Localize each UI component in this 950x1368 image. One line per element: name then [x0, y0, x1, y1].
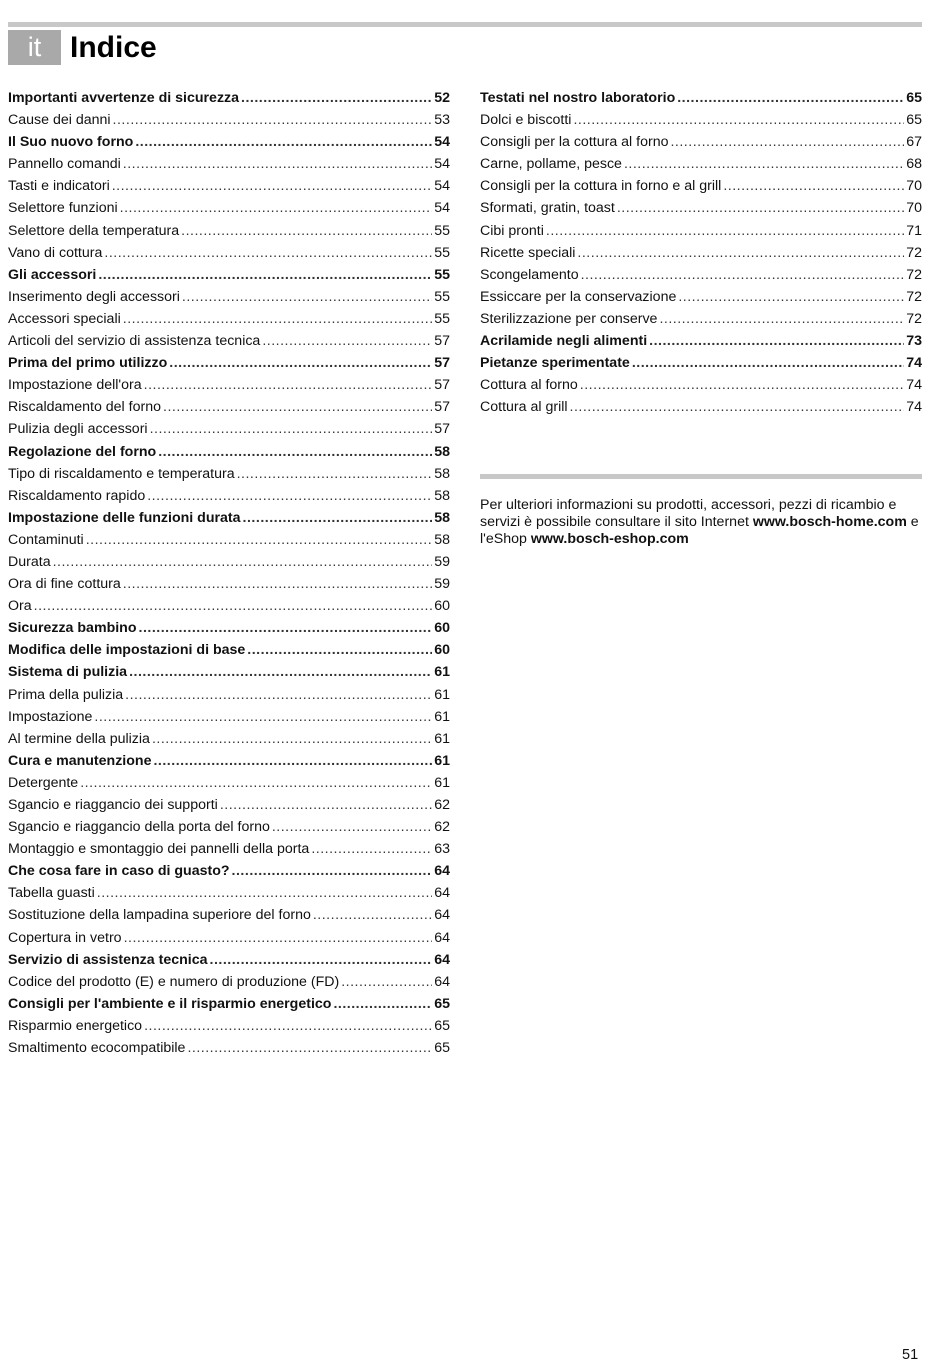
- toc-dot-leader: [570, 396, 905, 418]
- toc-entry-title: Sgancio e riaggancio della porta del forno: [8, 819, 270, 836]
- toc-entry-title: Pietanze sperimentate: [480, 355, 630, 372]
- toc-entry-page: 58: [434, 465, 450, 482]
- toc-entry-title: Articoli del servizio di assistenza tecnica: [8, 333, 261, 350]
- toc-section-entry[interactable]: [8, 131, 450, 153]
- toc-subsection-entry[interactable]: [8, 308, 450, 330]
- toc-subsection-entry[interactable]: [8, 706, 450, 728]
- toc-entry-page: 65: [434, 1040, 450, 1057]
- toc-dot-leader: [243, 507, 433, 529]
- toc-entry-page: 54: [434, 156, 450, 173]
- toc-dot-leader: [113, 109, 433, 131]
- toc-entry-page: 74: [906, 377, 922, 394]
- toc-entry-page: 64: [434, 907, 450, 924]
- toc-dot-leader: [182, 286, 432, 308]
- toc-entry-title: Al termine della pulizia: [8, 730, 150, 747]
- toc-subsection-entry[interactable]: [8, 220, 450, 242]
- toc-entry-title: Selettore funzioni: [8, 200, 118, 217]
- toc-subsection-entry[interactable]: [8, 529, 450, 551]
- toc-subsection-entry[interactable]: [8, 816, 450, 838]
- toc-entry-title: Risparmio energetico: [8, 1017, 143, 1034]
- toc-entry-title: Riscaldamento del forno: [8, 399, 161, 416]
- toc-subsection-entry[interactable]: [480, 308, 922, 330]
- toc-entry-page: 54: [434, 178, 450, 195]
- toc-subsection-entry[interactable]: [8, 551, 450, 573]
- toc-entry-title: Sgancio e riaggancio dei supporti: [8, 797, 218, 813]
- toc-entry-title: Codice del prodotto (E) e numero di produzione (FD): [8, 973, 340, 990]
- toc-subsection-entry[interactable]: [480, 242, 922, 264]
- toc-entry-title: Consigli per l'ambiente e il risparmio energetico: [8, 995, 332, 1012]
- toc-entry-title: Cause dei danni: [8, 112, 111, 129]
- toc-dot-leader: [144, 374, 433, 396]
- toc-entry-page: 58: [434, 443, 450, 460]
- toc-subsection-entry[interactable]: [8, 595, 450, 617]
- toc-entry-page: 73: [906, 333, 922, 350]
- toc-dot-leader: [123, 308, 432, 330]
- toc-entry-title: Impostazione delle funzioni durata: [8, 509, 241, 526]
- toc-subsection-entry[interactable]: [480, 197, 922, 219]
- toc-subsection-entry[interactable]: [8, 485, 450, 507]
- toc-entry-page: 65: [906, 90, 922, 106]
- toc-subsection-entry[interactable]: [480, 153, 922, 175]
- toc-entry-title: Riscaldamento rapido: [8, 487, 146, 504]
- toc-entry-title: Ricette speciali: [480, 244, 576, 261]
- toc-entry-title: Inserimento degli accessori: [8, 288, 180, 305]
- toc-subsection-entry[interactable]: [480, 175, 922, 197]
- toc-section-entry[interactable]: [8, 264, 450, 286]
- toc-dot-leader: [181, 220, 432, 242]
- toc-entry-title: Modifica delle impostazioni di base: [8, 642, 246, 659]
- toc-entry-page: 55: [434, 310, 450, 327]
- toc-entry-page: 64: [434, 929, 450, 946]
- toc-entry-page: 58: [434, 509, 450, 526]
- toc-subsection-entry[interactable]: [8, 728, 450, 750]
- toc-entry-page: 57: [434, 421, 450, 438]
- toc-entry-page: 53: [434, 112, 450, 129]
- page-number: 51: [902, 1347, 919, 1363]
- toc-subsection-entry[interactable]: [8, 573, 450, 595]
- toc-dot-leader: [241, 87, 432, 109]
- toc-entry-title: Scongelamento: [480, 266, 579, 283]
- toc-entry-title: Che cosa fare in caso di guasto?: [8, 863, 230, 880]
- toc-subsection-entry[interactable]: [480, 286, 922, 308]
- toc-dot-leader: [247, 639, 432, 661]
- toc-dot-leader: [147, 485, 432, 507]
- toc-entry-title: Montaggio e smontaggio dei pannelli della porta: [8, 841, 310, 858]
- toc-dot-leader: [53, 551, 433, 573]
- toc-entry-page: 64: [434, 973, 450, 990]
- toc-entry-page: 59: [434, 553, 450, 570]
- toc-entry-page: 72: [906, 244, 922, 261]
- toc-subsection-entry[interactable]: [480, 396, 922, 418]
- info-text-1: Per ulteriori informazioni su prodotti, accessori, pezzi di ricambio e servizi è possibile consultare il sito Internet: [480, 497, 897, 530]
- toc-subsection-entry[interactable]: [8, 197, 450, 219]
- toc-dot-leader: [129, 661, 432, 683]
- toc-subsection-entry[interactable]: [8, 1037, 450, 1059]
- toc-section-entry[interactable]: [8, 352, 450, 374]
- toc-section-entry[interactable]: [8, 617, 450, 639]
- toc-dot-leader: [272, 816, 432, 838]
- page-title: Indice: [70, 31, 157, 64]
- toc-entry-title: Consigli per la cottura in forno e al grill: [480, 178, 722, 195]
- toc-section-entry[interactable]: [8, 661, 450, 683]
- toc-entry-title: Prima del primo utilizzo: [8, 355, 168, 372]
- toc-entry-title: Cottura al grill: [480, 399, 568, 416]
- toc-dot-leader: [678, 286, 904, 308]
- toc-entry-title: Regolazione del forno: [8, 443, 157, 460]
- toc-dot-leader: [624, 153, 904, 175]
- toc-entry-title: Impostazione: [8, 708, 93, 725]
- toc-entry-title: Prima della pulizia: [8, 686, 124, 703]
- toc-entry-title: Dolci e biscotti: [480, 112, 572, 129]
- language-badge: it: [8, 30, 61, 65]
- toc-section-entry[interactable]: [8, 87, 450, 109]
- toc-entry-title: Gli accessori: [8, 266, 97, 283]
- toc-dot-leader: [104, 242, 432, 264]
- toc-section-entry[interactable]: [8, 639, 450, 661]
- toc-dot-leader: [581, 264, 905, 286]
- toc-entry-page: 61: [434, 774, 450, 791]
- toc-entry-page: 65: [906, 112, 922, 129]
- toc-dot-leader: [210, 949, 433, 971]
- toc-dot-leader: [98, 264, 432, 286]
- toc-entry-page: 72: [906, 288, 922, 305]
- toc-entry-page: 59: [434, 576, 450, 593]
- toc-entry-title: Consigli per la cottura al forno: [480, 134, 669, 151]
- toc-entry-title: Cibi pronti: [480, 222, 544, 239]
- toc-dot-leader: [80, 772, 432, 794]
- toc-dot-leader: [573, 109, 904, 131]
- toc-entry-title: Contaminuti: [8, 531, 84, 548]
- toc-entry-page: 58: [434, 531, 450, 548]
- toc-entry-page: 52: [434, 90, 450, 106]
- section-divider: [480, 474, 922, 479]
- toc-dot-leader: [649, 330, 904, 352]
- toc-dot-leader: [313, 904, 432, 926]
- toc-dot-leader: [144, 1015, 432, 1037]
- toc-subsection-entry[interactable]: [8, 463, 450, 485]
- toc-entry-title: Sostituzione della lampadina superiore del forno: [8, 907, 311, 924]
- toc-dot-leader: [123, 153, 432, 175]
- toc-entry-title: Ora di fine cottura: [8, 576, 121, 593]
- toc-entry-title: Carne, pollame, pesce: [480, 156, 622, 173]
- toc-entry-title: Tabella guasti: [8, 885, 95, 902]
- toc-dot-leader: [34, 595, 433, 617]
- toc-subsection-entry[interactable]: [480, 109, 922, 131]
- toc-entry-page: 72: [906, 310, 922, 327]
- toc-dot-leader: [94, 706, 432, 728]
- toc-section-entry[interactable]: [480, 330, 922, 352]
- toc-entry-title: Testati nel nostro laboratorio: [480, 90, 676, 106]
- toc-subsection-entry[interactable]: [8, 109, 450, 131]
- toc-dot-leader: [232, 860, 433, 882]
- toc-entry-page: 62: [434, 819, 450, 836]
- toc-entry-title: Smaltimento ecocompatibile: [8, 1040, 186, 1057]
- toc-entry-title: Sicurezza bambino: [8, 620, 137, 637]
- toc-entry-page: 55: [434, 222, 450, 239]
- toc-dot-leader: [97, 882, 432, 904]
- toc-subsection-entry[interactable]: [8, 396, 450, 418]
- toc-dot-leader: [723, 175, 904, 197]
- toc-dot-leader: [262, 330, 432, 352]
- toc-entry-title: Tasti e indicatori: [8, 178, 110, 195]
- toc-dot-leader: [152, 728, 432, 750]
- info-paragraph: [480, 497, 922, 548]
- toc-entry-page: 60: [434, 642, 450, 659]
- toc-dot-leader: [163, 396, 432, 418]
- toc-entry-title: Essiccare per la conservazione: [480, 288, 677, 305]
- toc-entry-title: Acrilamide negli alimenti: [480, 333, 648, 350]
- toc-entry-title: Pulizia degli accessori: [8, 421, 148, 438]
- toc-dot-leader: [220, 794, 432, 816]
- toc-subsection-entry[interactable]: [8, 374, 450, 396]
- toc-entry-page: 72: [906, 266, 922, 283]
- toc-entry-page: 61: [434, 752, 450, 769]
- toc-dot-leader: [120, 197, 433, 219]
- top-rule: [8, 22, 922, 27]
- toc-subsection-entry[interactable]: [8, 1015, 450, 1037]
- toc-entry-page: 74: [906, 355, 922, 372]
- toc-dot-leader: [632, 352, 904, 374]
- toc-subsection-entry[interactable]: [480, 220, 922, 242]
- toc-entry-page: 55: [434, 244, 450, 261]
- toc-subsection-entry[interactable]: [8, 418, 450, 440]
- website-link[interactable]: www.bosch-home.com: [752, 514, 907, 530]
- toc-entry-title: Selettore della temperatura: [8, 222, 180, 239]
- toc-entry-title: Copertura in vetro: [8, 929, 122, 946]
- toc-entry-page: 57: [434, 355, 450, 372]
- toc-dot-leader: [86, 529, 433, 551]
- toc-dot-leader: [333, 993, 432, 1015]
- toc-entry-page: 55: [434, 266, 450, 283]
- toc-dot-leader: [135, 131, 432, 153]
- toc-entry-page: 57: [434, 399, 450, 416]
- toc-entry-title: Sistema di pulizia: [8, 664, 128, 681]
- toc-left-column: [8, 87, 450, 1059]
- toc-dot-leader: [153, 750, 432, 772]
- toc-dot-leader: [158, 441, 432, 463]
- toc-entry-page: 57: [434, 377, 450, 394]
- toc-entry-page: 65: [434, 995, 450, 1012]
- toc-dot-leader: [125, 684, 432, 706]
- toc-entry-title: Durata: [8, 553, 51, 570]
- toc-entry-title: Cottura al forno: [480, 377, 578, 394]
- toc-dot-leader: [341, 971, 432, 993]
- toc-dot-leader: [311, 838, 432, 860]
- toc-entry-page: 64: [434, 885, 450, 902]
- toc-right-column: [480, 87, 922, 418]
- toc-dot-leader: [670, 131, 904, 153]
- toc-dot-leader: [659, 308, 904, 330]
- toc-dot-leader: [617, 197, 904, 219]
- toc-section-entry[interactable]: [480, 352, 922, 374]
- info-text-2: e l'eShop: [480, 514, 919, 547]
- toc-entry-page: 61: [434, 664, 450, 681]
- toc-entry-page: 74: [906, 399, 922, 416]
- toc-entry-page: 70: [906, 178, 922, 195]
- toc-entry-title: Sformati, gratin, toast: [480, 200, 615, 217]
- toc-dot-leader: [187, 1037, 432, 1059]
- toc-subsection-entry[interactable]: [8, 971, 450, 993]
- toc-entry-page: 62: [434, 797, 450, 813]
- toc-entry-title: Vano di cottura: [8, 244, 103, 261]
- toc-entry-page: 64: [434, 951, 450, 968]
- toc-subsection-entry[interactable]: [480, 131, 922, 153]
- toc-entry-title: Il Suo nuovo forno: [8, 134, 134, 151]
- toc-subsection-entry[interactable]: [8, 772, 450, 794]
- toc-entry-title: Sterilizzazione per conserve: [480, 310, 658, 327]
- toc-entry-page: 61: [434, 686, 450, 703]
- toc-entry-page: 60: [434, 598, 450, 615]
- toc-section-entry[interactable]: [8, 750, 450, 772]
- toc-dot-leader: [580, 374, 904, 396]
- toc-subsection-entry[interactable]: [8, 904, 450, 926]
- toc-subsection-entry[interactable]: [8, 794, 450, 816]
- toc-entry-page: 57: [434, 333, 450, 350]
- toc-dot-leader: [112, 175, 432, 197]
- toc-section-entry[interactable]: [480, 87, 922, 109]
- toc-entry-page: 60: [434, 620, 450, 637]
- toc-entry-page: 55: [434, 288, 450, 305]
- toc-entry-page: 68: [906, 156, 922, 173]
- toc-subsection-entry[interactable]: [8, 838, 450, 860]
- toc-entry-title: Importanti avvertenze di sicurezza: [8, 90, 240, 106]
- toc-section-entry[interactable]: [8, 441, 450, 463]
- toc-dot-leader: [169, 352, 432, 374]
- toc-entry-title: Detergente: [8, 774, 79, 791]
- toc-entry-title: Ora: [8, 598, 32, 615]
- toc-entry-page: 67: [906, 134, 922, 151]
- toc-entry-title: Pannello comandi: [8, 156, 121, 173]
- toc-entry-page: 70: [906, 200, 922, 217]
- toc-section-entry[interactable]: [8, 993, 450, 1015]
- toc-dot-leader: [546, 220, 904, 242]
- toc-section-entry[interactable]: [8, 949, 450, 971]
- toc-entry-page: 64: [434, 863, 450, 880]
- toc-dot-leader: [577, 242, 904, 264]
- toc-entry-page: 54: [434, 134, 450, 151]
- toc-entry-page: 61: [434, 708, 450, 725]
- toc-subsection-entry[interactable]: [8, 153, 450, 175]
- toc-entry-title: Accessori speciali: [8, 310, 121, 327]
- toc-entry-page: 61: [434, 730, 450, 747]
- toc-subsection-entry[interactable]: [8, 242, 450, 264]
- toc-entry-page: 63: [434, 841, 450, 858]
- toc-section-entry[interactable]: [8, 860, 450, 882]
- toc-subsection-entry[interactable]: [480, 374, 922, 396]
- toc-subsection-entry[interactable]: [8, 330, 450, 352]
- toc-entry-page: 65: [434, 1017, 450, 1034]
- toc-entry-page: 58: [434, 487, 450, 504]
- toc-entry-title: Impostazione dell'ora: [8, 377, 142, 394]
- toc-entry-title: Tipo di riscaldamento e temperatura: [8, 465, 235, 482]
- toc-subsection-entry[interactable]: [8, 175, 450, 197]
- toc-subsection-entry[interactable]: [8, 684, 450, 706]
- toc-dot-leader: [150, 418, 433, 440]
- eshop-link[interactable]: www.bosch-eshop.com: [530, 531, 689, 547]
- toc-subsection-entry[interactable]: [8, 286, 450, 308]
- toc-dot-leader: [124, 927, 433, 949]
- toc-subsection-entry[interactable]: [8, 927, 450, 949]
- toc-dot-leader: [123, 573, 432, 595]
- toc-dot-leader: [677, 87, 904, 109]
- toc-entry-page: 54: [434, 200, 450, 217]
- toc-entry-title: Cura e manutenzione: [8, 752, 152, 769]
- toc-section-entry[interactable]: [8, 507, 450, 529]
- toc-subsection-entry[interactable]: [480, 264, 922, 286]
- toc-entry-page: 71: [906, 222, 922, 239]
- toc-dot-leader: [139, 617, 433, 639]
- toc-subsection-entry[interactable]: [8, 882, 450, 904]
- toc-entry-title: Servizio di assistenza tecnica: [8, 951, 208, 968]
- toc-dot-leader: [237, 463, 433, 485]
